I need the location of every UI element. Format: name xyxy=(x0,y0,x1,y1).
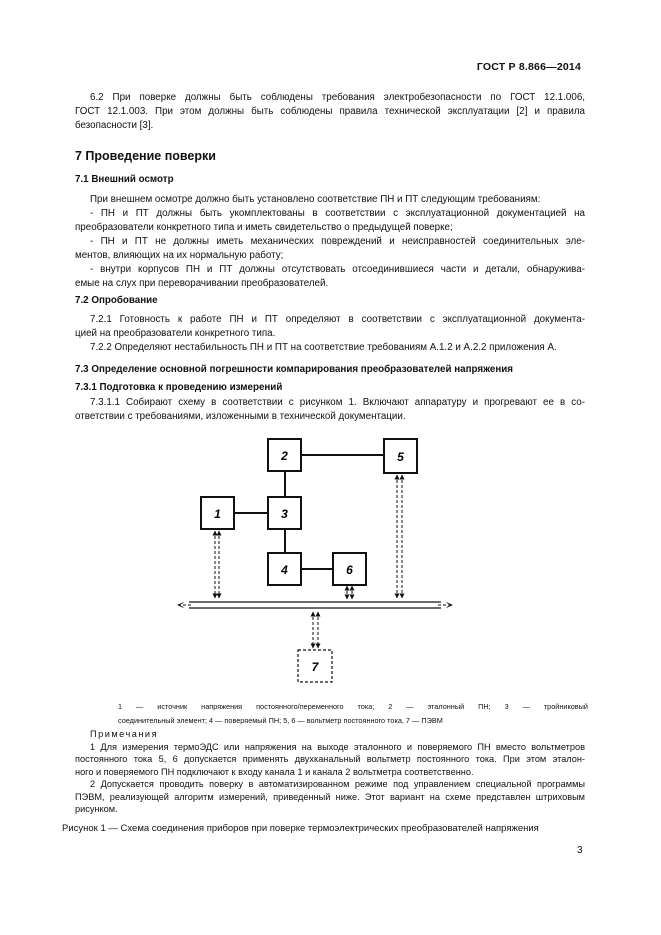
document-code: ГОСТ Р 8.866—2014 xyxy=(476,61,581,73)
sec72-p2: 7.2.2 Определяют нестабильность ПН и ПТ на соответствие требованиям А.1.2 и А.2.2 приложения А. xyxy=(90,342,557,353)
note2-line3: рисунком. xyxy=(75,804,118,814)
block-1 xyxy=(201,497,234,529)
main-bus xyxy=(189,602,441,608)
note1-line3: ного и поверяемого ПН подключают к входу канала 1 и канала 2 вольтметра соответственно. xyxy=(75,766,474,777)
svg-text:3: 3 xyxy=(281,507,288,521)
legend-line1: 1 — источник напряжения постоянного/переменного тока; 2 — эталонный ПН; 3 — тройниковый xyxy=(118,702,588,711)
dashed-links xyxy=(215,475,402,648)
svg-text:1: 1 xyxy=(214,507,221,521)
sec73-p1b: ответствии с требованиями, изложенными в технической документации. xyxy=(75,411,406,422)
section-7-title: 7 Проведение поверки xyxy=(75,149,216,163)
note1-line2: постоянного тока 5, 6 допускается применять двухканальный вольтметр постоянного тока. При этом эталон- xyxy=(75,754,585,764)
sec71-bullet2b: ментов, влияющих на их нормальную работу; xyxy=(75,250,284,261)
block-5 xyxy=(384,439,417,473)
notes-title: Примечания xyxy=(90,729,159,739)
block-6 xyxy=(333,553,366,585)
block-2 xyxy=(268,439,301,471)
block-4 xyxy=(268,553,301,585)
svg-text:6: 6 xyxy=(346,563,353,577)
note2-line1: 2 Допускается проводить поверку в автоматизированном режиме под управлением специальной программы xyxy=(90,779,585,789)
note1-line1: 1 Для измерения термоЭДС или напряжения на выходе эталонного и поверяемого ПН вместо вольтметров xyxy=(90,741,585,752)
figure-legend xyxy=(118,700,588,728)
legend-line2: соединительный элемент; 4 — поверяемый ПН; 5, 6 — вольтметр постоянного тока, 7 — ПЭВМ xyxy=(118,716,443,725)
svg-text:5: 5 xyxy=(397,450,404,464)
sec62-line3: безопасности [3]. xyxy=(75,120,154,131)
figure-notes xyxy=(75,728,585,816)
sec62-line2: ГОСТ 12.1.003. При этом должны быть соблюдены правила технической эксплуатации [2] и правила xyxy=(75,106,585,117)
sec71-bullet3a: - внутри корпусов ПН и ПТ должны отсутствовать отсоединившиеся части и детали, обнаружива- xyxy=(90,264,585,275)
section-7-1-title: 7.1 Внешний осмотр xyxy=(75,174,174,185)
sec71-bullet1a: - ПН и ПТ должны быть укомплектованы в соответствии с эксплуатационной документацией на xyxy=(90,208,585,219)
sec62-line1: 6.2 При поверке должны быть соблюдены требования электробезопасности по ГОСТ 12.1.006, xyxy=(90,92,585,103)
block-7 xyxy=(298,650,332,682)
svg-text:2: 2 xyxy=(281,449,288,463)
page-number: 3 xyxy=(577,845,583,856)
block-3 xyxy=(268,497,301,529)
sec71-bullet2a: - ПН и ПТ не должны иметь механических повреждений и неисправностей соединительных эле- xyxy=(90,236,585,247)
sec71-bullet3b: емые на слух при переворачивании преобразователей. xyxy=(75,278,329,289)
figure-caption: Рисунок 1 — Схема соединения приборов при поверке термоэлектрических преобразователей напряжения xyxy=(62,823,539,834)
sec71-intro: При внешнем осмотре должно быть установлено соответствие ПН и ПТ следующим требованиям: xyxy=(90,194,541,205)
sec72-p1a: 7.2.1 Готовность к работе ПН и ПТ определяют в соответствии с эксплуатационной документа- xyxy=(90,314,585,325)
section-7-2-title: 7.2 Опробование xyxy=(75,295,158,306)
svg-text:4: 4 xyxy=(281,563,288,577)
section-7-3-title: 7.3 Определение основной погрешности компарирования преобразователей напряжения xyxy=(75,364,513,375)
sec71-bullet1b: преобразователи конкретного типа и иметь свидетельство о предыдущей поверке; xyxy=(75,222,453,233)
sec73-p1a: 7.3.1.1 Собирают схему в соответствии с рисунком 1. Включают аппаратуру и прогревают ее в со- xyxy=(90,397,585,408)
sec72-p1b: цией на преобразователи конкретного типа. xyxy=(75,328,276,339)
note2-line2: ПЭВМ, реализующей алгоритм измерений, приведенный ниже. Этот вариант на схеме представлен штриховым xyxy=(75,791,585,802)
section-7-3-1-title: 7.3.1 Подготовка к проведению измерений xyxy=(75,382,283,393)
svg-text:7: 7 xyxy=(311,660,319,674)
connection-lines xyxy=(234,455,384,569)
